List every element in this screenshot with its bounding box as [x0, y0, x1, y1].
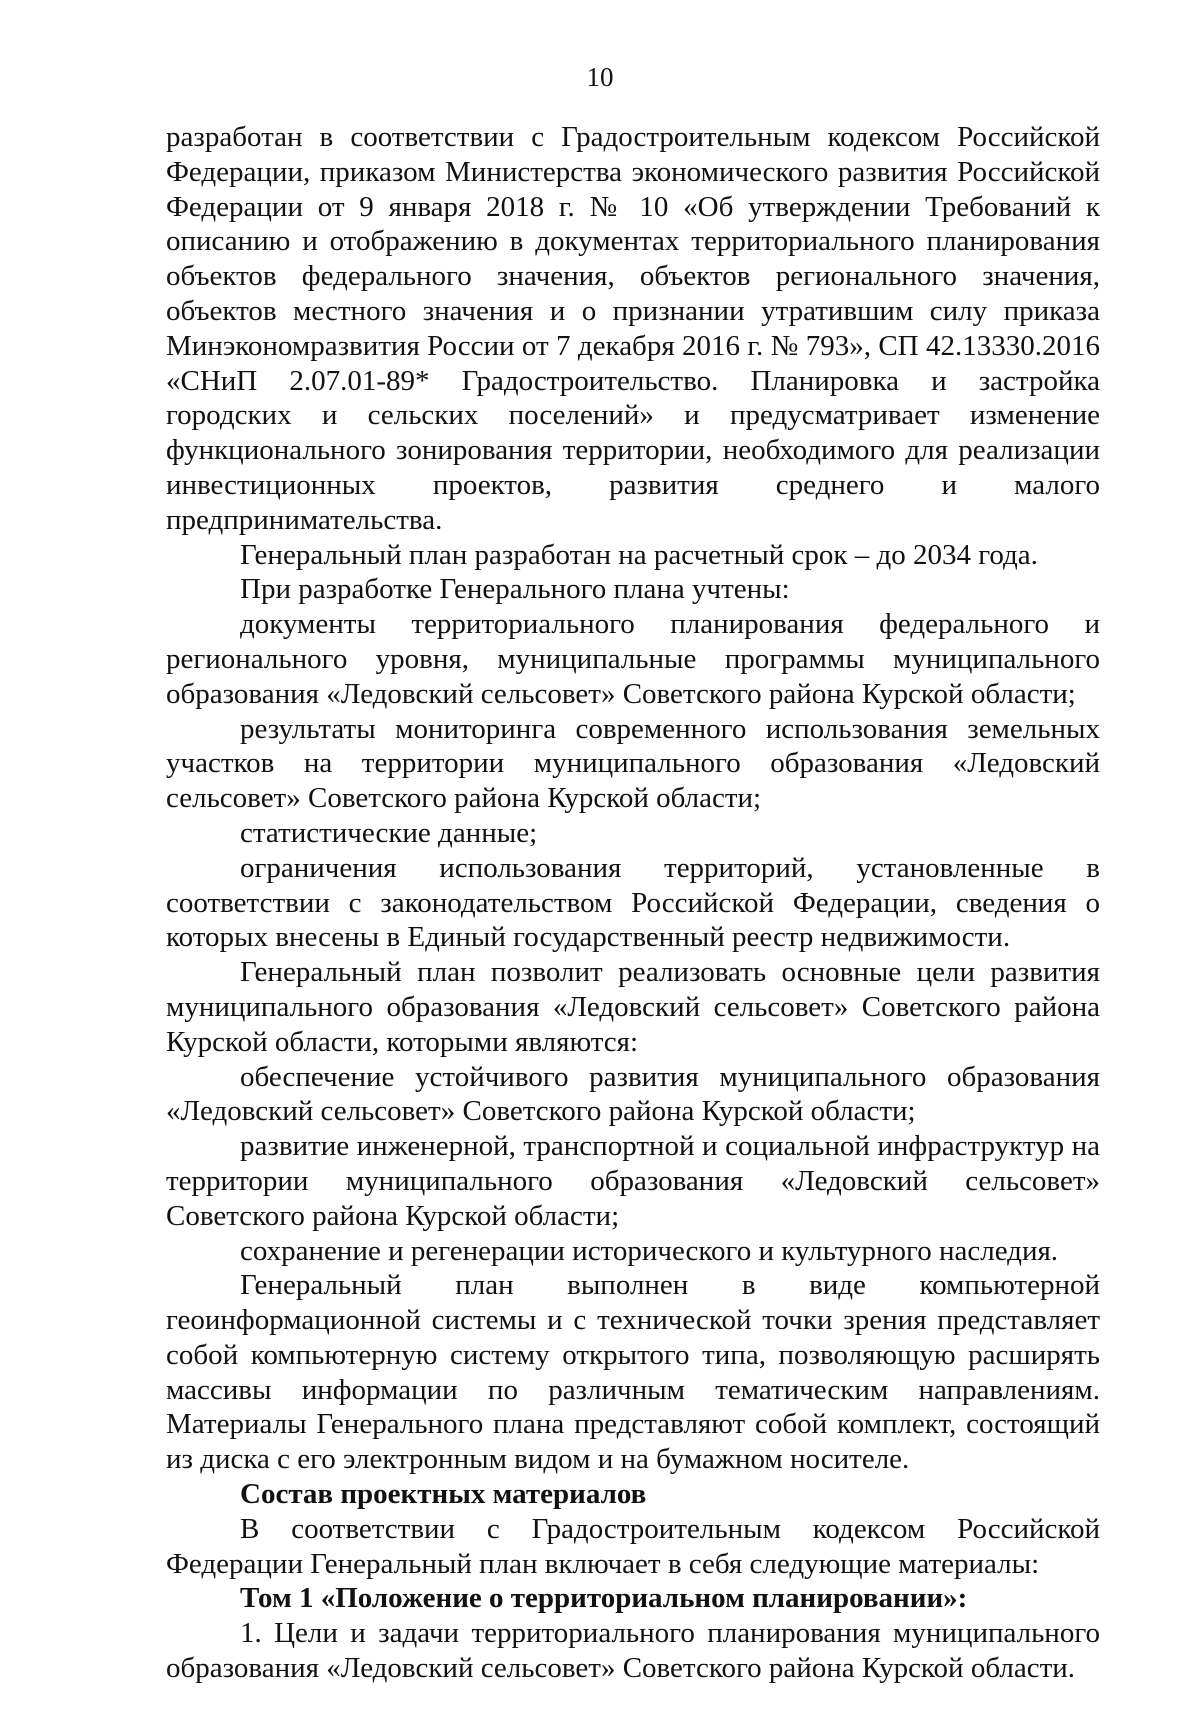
list-item-planning-documents: документы территориального планирования федерального и регионального уровня, муниципальные программы муниципального образования «Ледовский сельсовет» Советского района Курской области;: [166, 608, 1100, 710]
list-item-goals-and-tasks: 1. Цели и задачи территориального планирования муниципального образования «Ледовский сельсовет» Советского района Курской области.: [166, 1617, 1100, 1685]
paragraph-considered-intro: При разработке Генерального плана учтены:: [240, 573, 790, 606]
page-number: 10: [586, 62, 614, 92]
paragraph-goals-intro: Генеральный план позволит реализовать основные цели развития муниципального образования «Ледовский сельсовет» Советского района Курской области, которыми являются:: [166, 956, 1100, 1058]
list-item-statistics: статистические данные;: [240, 816, 538, 849]
document-body: [166, 120, 1100, 1686]
list-item-sustainable-development: обеспечение устойчивого развития муниципального образования «Ледовский сельсовет» Советского района Курской области;: [166, 1060, 1100, 1128]
list-item-infrastructure: развитие инженерной, транспортной и социальной инфраструктур на территории муниципального образования «Ледовский сельсовет» Советского района Курской области;: [166, 1130, 1100, 1232]
paragraph-plan-term: Генеральный план разработан на расчетный срок – до 2034 года.: [240, 538, 1038, 571]
paragraph-materials-intro: В соответствии с Градостроительным кодексом Российской Федерации Генеральный план включает в себя следующие материалы:: [166, 1512, 1100, 1580]
list-item-monitoring-results: результаты мониторинга современного использования земельных участков на территории муниципального образования «Ледовский сельсовет» Советского района Курской области;: [166, 712, 1100, 815]
paragraph-legal-basis: разработан в соответствии с Градостроительным кодексом Российской Федерации, приказом Министерства экономического развития Российской Федерации от 9 января 2018 г. № 10 «Об утверждении Требований к описанию и отображению в документах территориального планирования объектов федерального значения, объектов регионального значения, объектов местного значения и о признании утратившим силу приказа Минэкономразвития России от 7 декабря 2016 г. № 793», СП 42.13330.2016 «СНиП 2.07.01-89* Градостроительство. Планировка и застройка городских и сельских поселений» и предусматривает изменение функционального зонирования территории, необходимого для реализации инвестиционных проектов, развития среднего и малого предпринимательства.: [166, 121, 1100, 536]
list-item-restrictions: ограничения использования территорий, установленные в соответствии с законодательством Российской Федерации, сведения о которых внесены в Единый государственный реестр недвижимости.: [166, 851, 1100, 954]
section-heading-materials: Состав проектных материалов: [240, 1478, 647, 1511]
paragraph-gis-description: Генеральный план выполнен в виде компьютерной геоинформационной системы и с технической точки зрения представляет собой компьютерную систему открытого типа, позволяющую расширять массивы информации по различным тематическим направлениям. Материалы Генерального плана представляют собой комплект, состоящий из диска с его электронным видом и на бумажном носителе.: [166, 1269, 1100, 1476]
section-heading-volume-1: Том 1 «Положение о территориальном планировании»:: [240, 1582, 968, 1615]
list-item-heritage: сохранение и регенерации исторического и культурного наследия.: [240, 1234, 1059, 1267]
